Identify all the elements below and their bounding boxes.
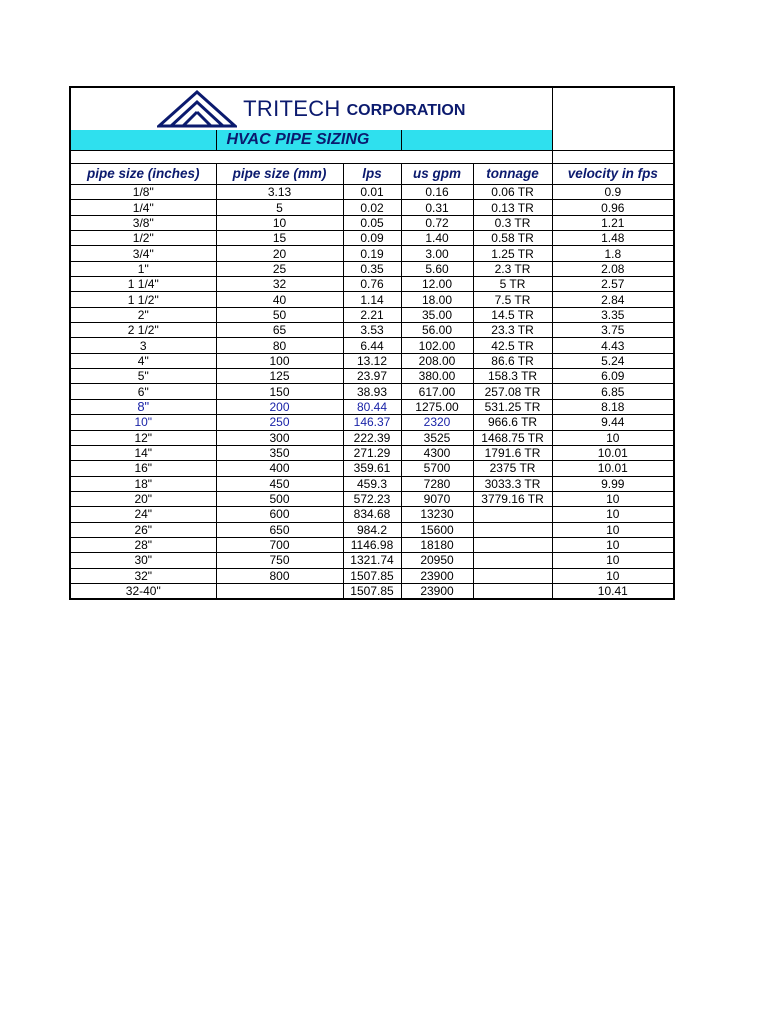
table-row <box>70 215 674 230</box>
table-cell: 0.76 <box>343 277 401 292</box>
table-cell: 0.72 <box>401 215 473 230</box>
table-cell: 1146.98 <box>343 537 401 552</box>
table-cell: 14.5 TR <box>473 307 552 322</box>
table-row <box>70 277 674 292</box>
column-header: velocity in fps <box>552 164 674 185</box>
company-suffix: CORPORATION <box>346 102 466 119</box>
table-cell: 9.44 <box>552 415 674 430</box>
table-cell: 200 <box>216 399 343 414</box>
table-cell: 257.08 TR <box>473 384 552 399</box>
table-cell: 1" <box>70 261 216 276</box>
table-cell: 3.13 <box>216 185 343 200</box>
table-cell: 2.3 TR <box>473 261 552 276</box>
table-cell: 14" <box>70 445 216 460</box>
table-cell: 1/8" <box>70 185 216 200</box>
table-row <box>70 353 674 368</box>
empty-cell <box>552 87 674 130</box>
table-cell: 32" <box>70 568 216 583</box>
table-cell: 4" <box>70 353 216 368</box>
table-cell: 7.5 TR <box>473 292 552 307</box>
table-cell: 0.05 <box>343 215 401 230</box>
column-header: pipe size (inches) <box>70 164 216 185</box>
table-cell: 10 <box>216 215 343 230</box>
table-row <box>70 231 674 246</box>
table-cell: 65 <box>216 323 343 338</box>
table-cell: 531.25 TR <box>473 399 552 414</box>
table-cell: 5 <box>216 200 343 215</box>
table-cell: 6.85 <box>552 384 674 399</box>
table-cell: 18.00 <box>401 292 473 307</box>
table-cell: 0.31 <box>401 200 473 215</box>
table-cell: 5.60 <box>401 261 473 276</box>
table-row <box>70 445 674 460</box>
table-cell: 10 <box>552 537 674 552</box>
table-cell: 380.00 <box>401 369 473 384</box>
column-header: us gpm <box>401 164 473 185</box>
table-cell: 700 <box>216 537 343 552</box>
table-row <box>70 507 674 522</box>
table-cell: 26" <box>70 522 216 537</box>
column-header: pipe size (mm) <box>216 164 343 185</box>
table-cell: 450 <box>216 476 343 491</box>
table-cell: 1/2" <box>70 231 216 246</box>
table-cell: 350 <box>216 445 343 460</box>
table-cell: 6.44 <box>343 338 401 353</box>
table-cell: 2.57 <box>552 277 674 292</box>
table-row <box>70 261 674 276</box>
table-cell: 86.6 TR <box>473 353 552 368</box>
table-cell: 6.09 <box>552 369 674 384</box>
table-cell: 1507.85 <box>343 568 401 583</box>
table-cell: 271.29 <box>343 445 401 460</box>
table-cell: 0.9 <box>552 185 674 200</box>
table-cell: 750 <box>216 553 343 568</box>
table-cell: 20" <box>70 491 216 506</box>
table-row <box>70 384 674 399</box>
company-name: TRITECH <box>243 96 341 121</box>
table-cell: 834.68 <box>343 507 401 522</box>
table-cell: 0.16 <box>401 185 473 200</box>
table-cell: 9.99 <box>552 476 674 491</box>
table-row <box>70 476 674 491</box>
table-cell: 2320 <box>401 415 473 430</box>
table-cell: 1.25 TR <box>473 246 552 261</box>
table-row <box>70 307 674 322</box>
table-row <box>70 491 674 506</box>
empty-cell <box>552 130 674 151</box>
table-cell: 1.14 <box>343 292 401 307</box>
table-cell: 10.01 <box>552 445 674 460</box>
table-cell: 18180 <box>401 537 473 552</box>
table-cell: 32-40" <box>70 583 216 599</box>
table-cell: 50 <box>216 307 343 322</box>
table-cell: 1321.74 <box>343 553 401 568</box>
table-row <box>70 461 674 476</box>
table-cell: 28" <box>70 537 216 552</box>
highlight-cell <box>401 130 552 151</box>
table-cell: 8" <box>70 399 216 414</box>
table-cell: 150 <box>216 384 343 399</box>
table-cell: 20 <box>216 246 343 261</box>
table-row <box>70 522 674 537</box>
table-cell: 572.23 <box>343 491 401 506</box>
table-cell: 250 <box>216 415 343 430</box>
table-cell: 966.6 TR <box>473 415 552 430</box>
table-cell: 9070 <box>401 491 473 506</box>
table-cell: 125 <box>216 369 343 384</box>
table-cell: 32 <box>216 277 343 292</box>
table-cell: 500 <box>216 491 343 506</box>
sheet-title-row <box>70 130 674 151</box>
table-cell: 2375 TR <box>473 461 552 476</box>
table-cell: 23.3 TR <box>473 323 552 338</box>
table-cell: 3.53 <box>343 323 401 338</box>
table-cell: 1.40 <box>401 231 473 246</box>
table-row <box>70 369 674 384</box>
table-cell: 10.41 <box>552 583 674 599</box>
table-cell: 2 1/2" <box>70 323 216 338</box>
table-row <box>70 185 674 200</box>
table-cell: 23.97 <box>343 369 401 384</box>
table-cell: 0.02 <box>343 200 401 215</box>
table-row <box>70 583 674 599</box>
table-row <box>70 246 674 261</box>
table-cell: 25 <box>216 261 343 276</box>
table-cell: 10 <box>552 553 674 568</box>
table-cell: 15600 <box>401 522 473 537</box>
table-cell: 80.44 <box>343 399 401 414</box>
table-row <box>70 323 674 338</box>
table-cell: 0.13 TR <box>473 200 552 215</box>
table-cell: 42.5 TR <box>473 338 552 353</box>
table-cell <box>473 507 552 522</box>
table-cell: 3.35 <box>552 307 674 322</box>
table-cell: 13.12 <box>343 353 401 368</box>
table-row <box>70 568 674 583</box>
sheet-title: HVAC PIPE SIZING <box>226 131 370 148</box>
table-cell: 2.21 <box>343 307 401 322</box>
table-cell: 1 1/2" <box>70 292 216 307</box>
table-cell: 984.2 <box>343 522 401 537</box>
table-row <box>70 399 674 414</box>
table-cell: 222.39 <box>343 430 401 445</box>
table-cell: 1791.6 TR <box>473 445 552 460</box>
table-cell: 3525 <box>401 430 473 445</box>
table-cell: 5 TR <box>473 277 552 292</box>
title-row <box>70 87 674 130</box>
table-cell: 0.06 TR <box>473 185 552 200</box>
table-cell: 2.84 <box>552 292 674 307</box>
table-cell: 6" <box>70 384 216 399</box>
table-cell: 0.35 <box>343 261 401 276</box>
table-cell: 2" <box>70 307 216 322</box>
table-cell: 5700 <box>401 461 473 476</box>
table-cell: 102.00 <box>401 338 473 353</box>
company-header-cell <box>70 87 552 130</box>
table-cell: 23900 <box>401 568 473 583</box>
table-cell: 12" <box>70 430 216 445</box>
table-cell: 100 <box>216 353 343 368</box>
table-cell: 2.08 <box>552 261 674 276</box>
table-cell: 3033.3 TR <box>473 476 552 491</box>
table-cell: 3/4" <box>70 246 216 261</box>
table-cell: 146.37 <box>343 415 401 430</box>
table-cell <box>473 537 552 552</box>
pipe-sizing-table <box>69 86 675 600</box>
table-cell <box>473 553 552 568</box>
table-cell: 18" <box>70 476 216 491</box>
table-cell: 24" <box>70 507 216 522</box>
table-cell: 0.19 <box>343 246 401 261</box>
table-cell: 0.09 <box>343 231 401 246</box>
table-cell <box>473 583 552 599</box>
table-cell: 10 <box>552 507 674 522</box>
table-cell: 1.21 <box>552 215 674 230</box>
table-cell: 23900 <box>401 583 473 599</box>
table-cell: 8.18 <box>552 399 674 414</box>
table-cell <box>473 522 552 537</box>
table-cell: 30" <box>70 553 216 568</box>
empty-cell <box>552 151 674 164</box>
table-row <box>70 553 674 568</box>
table-cell: 5" <box>70 369 216 384</box>
empty-cell <box>70 151 552 164</box>
spreadsheet <box>69 86 673 600</box>
table-cell: 1507.85 <box>343 583 401 599</box>
table-row <box>70 292 674 307</box>
table-cell: 0.01 <box>343 185 401 200</box>
column-header: tonnage <box>473 164 552 185</box>
table-cell: 800 <box>216 568 343 583</box>
table-cell: 300 <box>216 430 343 445</box>
table-cell: 400 <box>216 461 343 476</box>
table-cell: 600 <box>216 507 343 522</box>
table-cell: 12.00 <box>401 277 473 292</box>
table-cell: 3/8" <box>70 215 216 230</box>
tritech-logo-icon <box>157 90 237 128</box>
table-cell: 3779.16 TR <box>473 491 552 506</box>
table-cell: 56.00 <box>401 323 473 338</box>
table-cell: 10 <box>552 522 674 537</box>
table-cell: 359.61 <box>343 461 401 476</box>
table-cell <box>216 583 343 599</box>
sheet-title-cell <box>216 130 401 151</box>
table-cell: 16" <box>70 461 216 476</box>
table-cell: 1.48 <box>552 231 674 246</box>
table-cell: 35.00 <box>401 307 473 322</box>
table-cell: 1/4" <box>70 200 216 215</box>
table-row <box>70 415 674 430</box>
table-cell: 4300 <box>401 445 473 460</box>
table-cell: 1275.00 <box>401 399 473 414</box>
highlight-cell <box>70 130 216 151</box>
table-cell: 10 <box>552 491 674 506</box>
table-row <box>70 338 674 353</box>
table-cell: 1468.75 TR <box>473 430 552 445</box>
table-cell: 10" <box>70 415 216 430</box>
table-cell: 650 <box>216 522 343 537</box>
table-cell: 4.43 <box>552 338 674 353</box>
table-cell: 7280 <box>401 476 473 491</box>
table-cell: 617.00 <box>401 384 473 399</box>
table-cell: 10.01 <box>552 461 674 476</box>
table-cell <box>473 568 552 583</box>
table-cell: 10 <box>552 568 674 583</box>
table-cell: 15 <box>216 231 343 246</box>
table-cell: 459.3 <box>343 476 401 491</box>
table-cell: 13230 <box>401 507 473 522</box>
table-cell: 80 <box>216 338 343 353</box>
table-cell: 158.3 TR <box>473 369 552 384</box>
column-header-row <box>70 164 674 185</box>
table-row <box>70 537 674 552</box>
table-cell: 1 1/4" <box>70 277 216 292</box>
table-cell: 3.75 <box>552 323 674 338</box>
table-cell: 0.58 TR <box>473 231 552 246</box>
table-cell: 208.00 <box>401 353 473 368</box>
table-cell: 40 <box>216 292 343 307</box>
table-cell: 20950 <box>401 553 473 568</box>
column-header: lps <box>343 164 401 185</box>
table-cell: 10 <box>552 430 674 445</box>
spacer-row <box>70 151 674 164</box>
table-cell: 38.93 <box>343 384 401 399</box>
table-cell: 0.96 <box>552 200 674 215</box>
table-cell: 3 <box>70 338 216 353</box>
table-cell: 3.00 <box>401 246 473 261</box>
table-cell: 0.3 TR <box>473 215 552 230</box>
table-row <box>70 200 674 215</box>
table-row <box>70 430 674 445</box>
table-cell: 5.24 <box>552 353 674 368</box>
table-cell: 1.8 <box>552 246 674 261</box>
